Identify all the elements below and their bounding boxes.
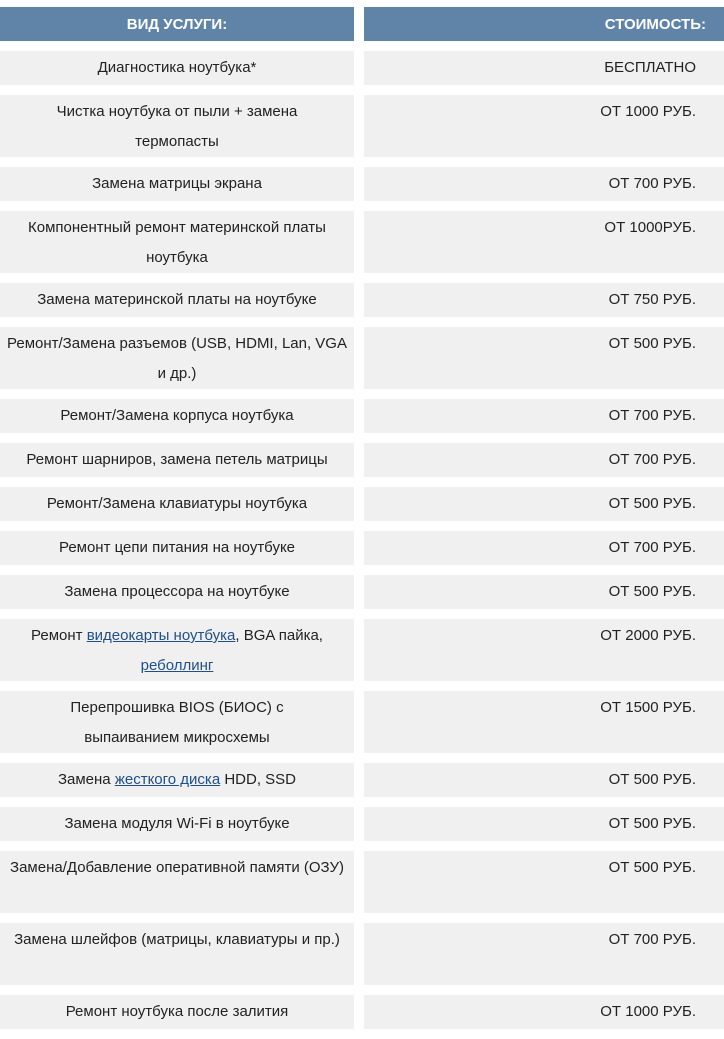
service-cell: Ремонт/Замена разъемов (USB, HDMI, Lan, VGA и др.): [0, 327, 354, 389]
service-text: HDD, SSD: [220, 771, 297, 788]
price-cell: ОТ 500 РУБ.: [364, 575, 724, 609]
service-text: , BGA пайка,: [235, 627, 323, 644]
table-row: [0, 211, 724, 273]
price-cell: ОТ 1000РУБ.: [364, 211, 724, 273]
price-cell: БЕСПЛАТНО: [364, 51, 724, 85]
videocard-repair-link[interactable]: видеокарты ноутбука: [86, 627, 236, 644]
service-cell: Замена модуля Wi-Fi в ноутбуке: [0, 807, 354, 841]
price-table: [0, 7, 724, 1039]
hard-drive-link[interactable]: жесткого диска: [114, 771, 221, 788]
table-row: [0, 619, 724, 681]
table-row: [0, 575, 724, 609]
service-column-header: ВИД УСЛУГИ:: [0, 7, 354, 41]
table-row: [0, 807, 724, 841]
table-row: [0, 399, 724, 433]
price-cell: ОТ 1000 РУБ.: [364, 995, 724, 1029]
service-cell: Ремонт/Замена корпуса ноутбука: [0, 399, 354, 433]
service-text: Ремонт: [31, 627, 87, 644]
table-row: [0, 51, 724, 85]
service-cell: Замена шлейфов (матрицы, клавиатуры и пр.): [0, 923, 354, 985]
price-cell: ОТ 500 РУБ.: [364, 327, 724, 389]
price-cell: ОТ 500 РУБ.: [364, 763, 724, 797]
table-row: [0, 487, 724, 521]
price-cell: ОТ 2000 РУБ.: [364, 619, 724, 681]
service-cell: Замена процессора на ноутбуке: [0, 575, 354, 609]
table-row: [0, 167, 724, 201]
price-column-header: СТОИМОСТЬ:: [364, 7, 724, 41]
table-row: [0, 443, 724, 477]
service-cell: Компонентный ремонт материнской платы ноутбука: [0, 211, 354, 273]
table-row: [0, 851, 724, 913]
service-cell: Замена матрицы экрана: [0, 167, 354, 201]
service-cell: Замена материнской платы на ноутбуке: [0, 283, 354, 317]
service-cell: Диагностика ноутбука*: [0, 51, 354, 85]
table-header: [0, 7, 724, 41]
price-cell: ОТ 750 РУБ.: [364, 283, 724, 317]
service-cell: Ремонт/Замена клавиатуры ноутбука: [0, 487, 354, 521]
table-row: [0, 691, 724, 753]
table-row: [0, 923, 724, 985]
price-cell: ОТ 700 РУБ.: [364, 531, 724, 565]
reballing-link[interactable]: реболлинг: [140, 657, 214, 674]
price-cell: ОТ 700 РУБ.: [364, 443, 724, 477]
service-cell: Замена/Добавление оперативной памяти (ОЗУ): [0, 851, 354, 913]
price-cell: ОТ 500 РУБ.: [364, 851, 724, 913]
price-cell: ОТ 1000 РУБ.: [364, 95, 724, 157]
price-cell: ОТ 700 РУБ.: [364, 167, 724, 201]
price-cell: ОТ 700 РУБ.: [364, 923, 724, 985]
price-cell: ОТ 500 РУБ.: [364, 807, 724, 841]
service-cell: Ремонт ноутбука после залития: [0, 995, 354, 1029]
service-text: Замена: [57, 771, 115, 788]
table-row: [0, 327, 724, 389]
table-row: [0, 531, 724, 565]
price-cell: ОТ 700 РУБ.: [364, 399, 724, 433]
price-cell: ОТ 1500 РУБ.: [364, 691, 724, 753]
price-cell: ОТ 500 РУБ.: [364, 487, 724, 521]
table-row: [0, 763, 724, 797]
service-cell: [0, 763, 354, 797]
service-cell: Чистка ноутбука от пыли + замена термопасты: [0, 95, 354, 157]
service-cell: Перепрошивка BIOS (БИОС) с выпаиванием микросхемы: [0, 691, 354, 753]
table-row: [0, 95, 724, 157]
service-cell: [0, 619, 354, 681]
table-row: [0, 995, 724, 1029]
service-cell: Ремонт шарниров, замена петель матрицы: [0, 443, 354, 477]
table-row: [0, 283, 724, 317]
service-cell: Ремонт цепи питания на ноутбуке: [0, 531, 354, 565]
